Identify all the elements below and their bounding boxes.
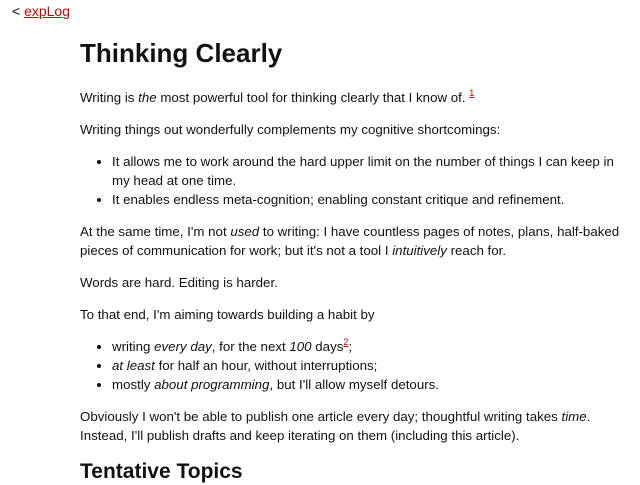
back-nav <box>12 2 70 20</box>
article <box>80 36 620 485</box>
list-item: • at least for half an hour, without interruptions; <box>112 356 620 375</box>
habit-list <box>80 337 620 394</box>
list-item: • writing every day, for the next 100 days$^2$; <box>112 337 620 356</box>
back-link[interactable]: expLog <box>24 3 71 19</box>
paragraph-habit: To that end, I'm aiming towards building a habit by <box>80 307 375 322</box>
footnote-link-1[interactable]: 1 <box>469 88 475 98</box>
list-item: • mostly about programming, but I'll allow myself detours. <box>112 375 620 394</box>
paragraph-publish: Obviously I won't be able to publish one article every day; thoughtful writing takes time. Instead, I'll publish drafts and keep iterating on them (including this article). <box>80 409 591 443</box>
benefits-list <box>80 152 620 209</box>
list-item: • It enables endless meta-cognition; enabling constant critique and refinement. <box>112 190 620 209</box>
intro-paragraph: Writing is the most powerful tool for thinking clearly that I know of. $^1$ <box>80 88 475 105</box>
section-heading: Tentative Topics <box>80 460 243 483</box>
footnote-link-2[interactable]: 2 <box>343 337 349 347</box>
paragraph-not-used: At the same time, I'm not used to writing: I have countless pages of notes, plans, half-baked pieces of communication for work; but it's not a tool I intuitively reach for. <box>80 224 620 258</box>
back-arrow: < <box>12 3 21 19</box>
page-title: Thinking Clearly <box>80 38 283 68</box>
paragraph-words: Words are hard. Editing is harder. <box>80 275 278 290</box>
list-item: • It allows me to work around the hard upper limit on the number of things I can keep in my head at one time. <box>112 152 620 190</box>
paragraph-complements: Writing things out wonderfully complements my cognitive shortcomings: <box>80 122 501 137</box>
